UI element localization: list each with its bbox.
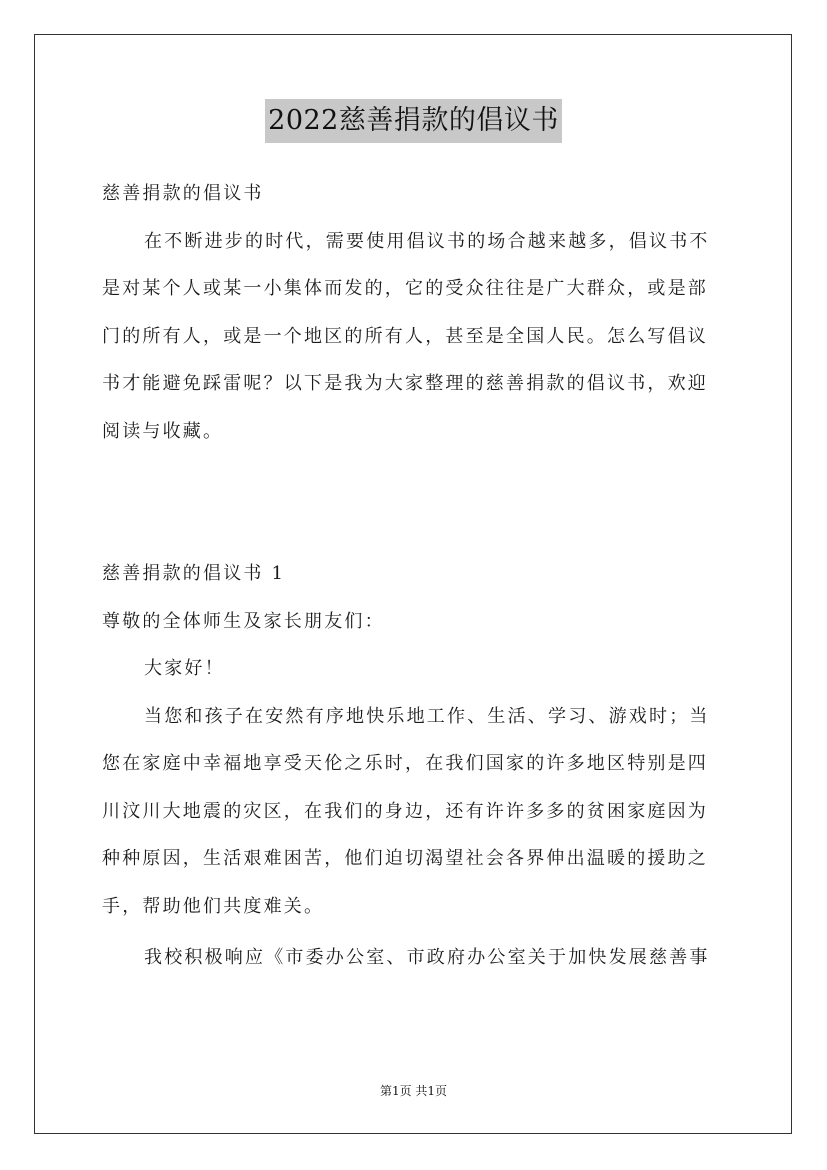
page-footer: [0, 1082, 827, 1099]
title-container: [0, 99, 827, 143]
section-1: [102, 550, 726, 982]
paragraph-line: 川汶川大地震的灾区，在我们的身边，还有许许多多的贫困家庭因为: [102, 800, 708, 822]
paragraph-line: 您在家庭中幸福地享受天伦之乐时，在我们国家的许多地区特别是四: [102, 753, 708, 774]
page-number: 第1页 共1页: [379, 1084, 448, 1098]
paragraph-line: 当您和孩子在安然有序地快乐地工作、生活、学习、游戏时；当: [144, 705, 710, 727]
intro-line: 门的所有人，或是一个地区的所有人，甚至是全国人民。怎么写倡议: [102, 325, 708, 347]
document-body: [102, 170, 726, 455]
greeting: 大家好！: [144, 658, 225, 679]
salutation: 尊敬的全体师生及家长朋友们：: [102, 610, 385, 632]
intro-line: 阅读与收藏。: [102, 420, 224, 442]
intro-line: 是对某个人或某一小集体而发的，它的受众往往是广大群众，或是部: [102, 278, 708, 299]
section-heading: 慈善捐款的倡议书 1: [102, 563, 286, 584]
subtitle: 慈善捐款的倡议书: [102, 183, 264, 204]
document-title: 2022慈善捐款的倡议书: [265, 99, 562, 143]
paragraph-line: 手，帮助他们共度难关。: [102, 895, 325, 917]
intro-line: 在不断进步的时代，需要使用倡议书的场合越来越多，倡议书不: [144, 230, 710, 252]
paragraph-line: 我校积极响应《市委办公室、市政府办公室关于加快发展慈善事: [144, 947, 710, 968]
paragraph-line: 种种原因，生活艰难困苦，他们迫切渴望社会各界伸出温暖的援助之: [102, 848, 708, 869]
intro-line: 书才能避免踩雷呢？以下是我为大家整理的慈善捐款的倡议书，欢迎: [102, 373, 708, 394]
